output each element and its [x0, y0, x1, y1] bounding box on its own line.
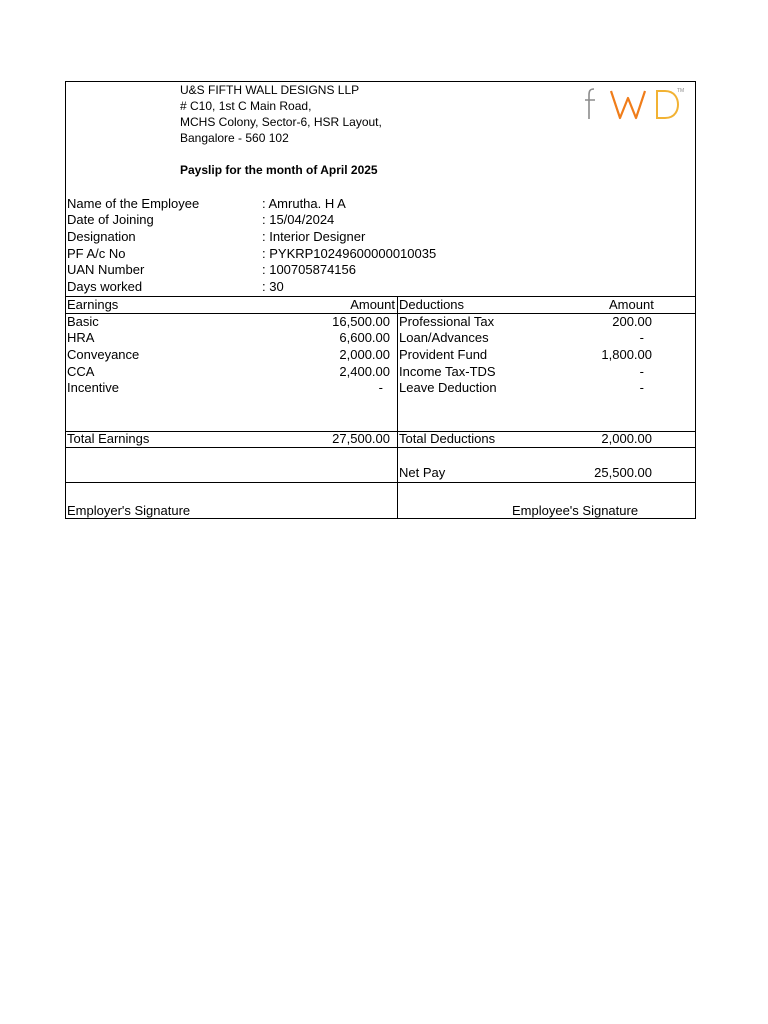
employee-name-value: : Amrutha. H A — [262, 196, 346, 211]
payslip-sheet — [65, 81, 696, 519]
days-worked-label: Days worked — [67, 279, 143, 294]
earning-amount-cca: 2,400.00 — [339, 364, 390, 379]
deduction-label-professional-tax: Professional Tax — [399, 314, 495, 329]
company-address-line3: Bangalore - 560 102 — [180, 131, 289, 145]
employer-signature-label: Employer's Signature — [67, 503, 191, 518]
deduction-amount-leave: - — [639, 380, 644, 395]
designation-value: : Interior Designer — [262, 229, 366, 244]
earning-label-hra: HRA — [67, 330, 95, 345]
total-deductions-value: 2,000.00 — [601, 431, 652, 446]
deduction-label-income-tax: Income Tax-TDS — [399, 364, 496, 379]
deduction-amount-loan-advances: - — [639, 330, 644, 345]
date-of-joining-label: Date of Joining — [67, 212, 154, 227]
date-of-joining-value: : 15/04/2024 — [262, 212, 335, 227]
deduction-amount-provident-fund: 1,800.00 — [601, 347, 652, 362]
earnings-header: Earnings — [67, 297, 119, 312]
employee-name-label: Name of the Employee — [67, 196, 200, 211]
net-pay-label: Net Pay — [399, 465, 446, 480]
deductions-amount-header: Amount — [609, 297, 654, 312]
total-earnings-label: Total Earnings — [67, 431, 150, 446]
earning-label-basic: Basic — [67, 314, 99, 329]
netpay-bottom-rule — [66, 482, 695, 483]
pf-number-value: : PYKRP10249600000010035 — [262, 246, 437, 261]
earning-amount-basic: 16,500.00 — [332, 314, 390, 329]
totals-bottom-rule — [66, 447, 695, 448]
deductions-header: Deductions — [399, 297, 465, 312]
earning-amount-conveyance: 2,000.00 — [339, 347, 390, 362]
uan-number-value: : 100705874156 — [262, 262, 356, 277]
deduction-amount-professional-tax: 200.00 — [612, 314, 652, 329]
earnings-amount-header: Amount — [350, 297, 395, 312]
deduction-amount-income-tax: - — [639, 364, 644, 379]
days-worked-value: : 30 — [262, 279, 284, 294]
total-deductions-label: Total Deductions — [399, 431, 496, 446]
pf-number-label: PF A/c No — [67, 246, 126, 261]
earning-label-conveyance: Conveyance — [67, 347, 140, 362]
uan-number-label: UAN Number — [67, 262, 145, 277]
earning-amount-incentive: - — [378, 380, 383, 395]
net-pay-value: 25,500.00 — [594, 465, 652, 480]
earning-label-cca: CCA — [67, 364, 95, 379]
deduction-label-loan-advances: Loan/Advances — [399, 330, 489, 345]
company-address-line2: MCHS Colony, Sector-6, HSR Layout, — [180, 115, 382, 129]
company-address-line1: # C10, 1st C Main Road, — [180, 99, 312, 113]
employee-signature-label: Employee's Signature — [512, 503, 639, 518]
column-divider — [397, 296, 398, 518]
earning-amount-hra: 6,600.00 — [339, 330, 390, 345]
deduction-label-leave: Leave Deduction — [399, 380, 497, 395]
svg-text:TM: TM — [677, 88, 685, 94]
payslip-title: Payslip for the month of April 2025 — [180, 163, 378, 177]
designation-label: Designation — [67, 229, 136, 244]
total-earnings-value: 27,500.00 — [332, 431, 390, 446]
deduction-label-provident-fund: Provident Fund — [399, 347, 488, 362]
company-name: U&S FIFTH WALL DESIGNS LLP — [180, 83, 360, 97]
earning-label-incentive: Incentive — [67, 380, 120, 395]
fwd-logo — [585, 86, 689, 122]
